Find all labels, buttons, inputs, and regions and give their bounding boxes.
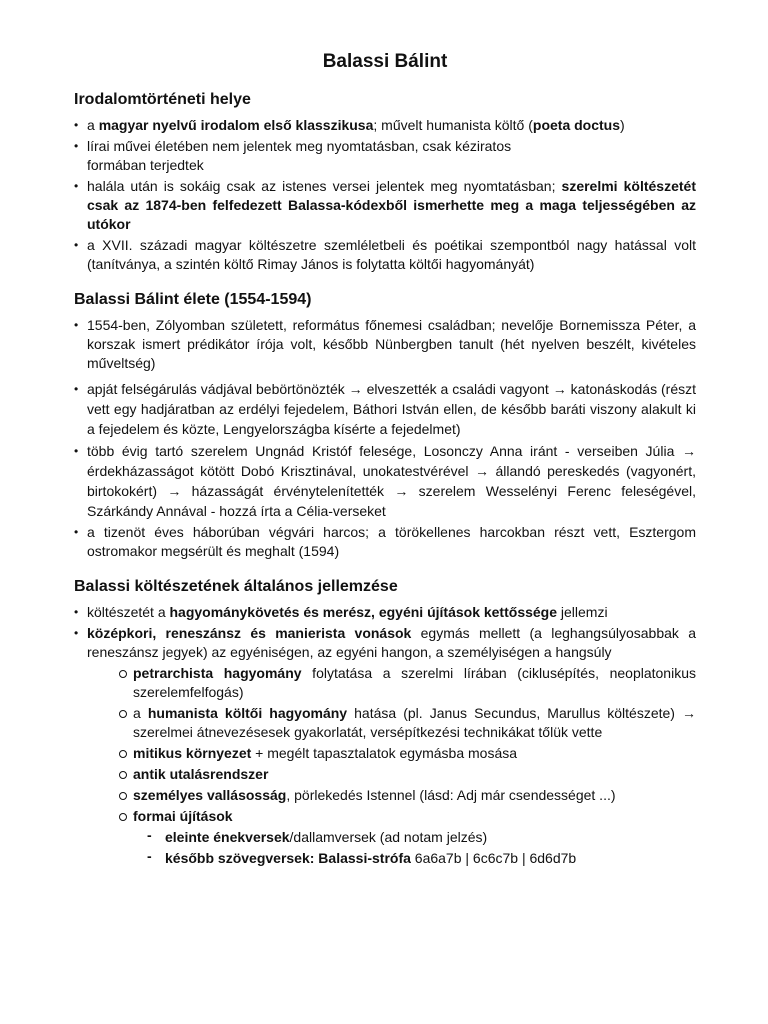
list-item: • apját felségárulás vádjával bebörtönözték → elveszették a családi vagyont → katonáskodás (részt vett egy hadjáratban az erdélyi fejedelem, Báthori István ellen, de később baráti viszony alakult ki a fejedelem és közte, Lengyelországba kísérte a fejedelmet) xyxy=(74,379,696,439)
list-item: • a magyar nyelvű irodalom első klasszikusa; művelt humanista költő (poeta doctus) xyxy=(74,116,696,135)
section-heading-irodalomtorteneti-helye: Irodalomtörténeti helye xyxy=(74,91,251,108)
page-title: Balassi Bálint xyxy=(322,51,448,72)
list-item: • 1554-ben, Zólyomban született, református főnemesi családban; nevelője Bornemissza Péter, a korszak ismert prédikátor írója volt, később Nünbergben tanult (hét nyelven beszélt, kivételes műveltség) xyxy=(74,316,696,373)
dash-list-item: - eleinte énekversek/dallamversek (ad notam jelzés) xyxy=(147,828,696,847)
sub-list-item: mitikus környezet + megélt tapasztalatok egymásba mosása xyxy=(119,744,696,763)
list-item: • a tizenöt éves háborúban végvári harcos; a törökellenes harcokban részt vett, Esztergom ostromakor megsérült és meghalt (1594) xyxy=(74,523,696,561)
section-heading-elete: Balassi Bálint élete (1554-1594) xyxy=(74,291,312,308)
section-list-1 xyxy=(74,116,696,274)
list-item: • költészetét a hagyománykövetés és merész, egyéni újítások kettőssége jellemzi xyxy=(74,603,696,622)
section-heading-koltesz-jellemzes: Balassi költészetének általános jellemzése xyxy=(74,578,398,595)
sub-list-item: a humanista költői hagyomány hatása (pl. Janus Secundus, Marullus költészete) → szerelmei átnevezésesek gyakorlatát, versépítkezési technikákat tőlük vette xyxy=(119,704,696,742)
sub-list xyxy=(119,664,696,868)
list-item: • halála után is sokáig csak az istenes versei jelentek meg nyomtatásban; szerelmi költészetét csak az 1874-ben felfedezett Balassa-kódexből ismerhette meg a maga teljességében az utókor xyxy=(74,177,696,234)
dash-list xyxy=(147,828,696,868)
list-item: • lírai művei életében nem jelentek meg nyomtatásban, csak kéziratos formában terjedtek xyxy=(74,137,696,175)
sub-list-item: formai újítások - eleinte énekversek/dallamversek (ad notam jelzés) - később szövegversek: Balassi-strófa 6a6a7b | 6c6c7b | 6d6d7b xyxy=(119,807,696,868)
section-list-3 xyxy=(74,603,696,868)
list-item: • a XVII. századi magyar költészetre szemléletbeli és poétikai szempontból nagy hatással volt (tanítványa, a szintén költő Rimay János is folytatta költői hagyományát) xyxy=(74,236,696,274)
sub-list-item: petrarchista hagyomány folytatása a szerelmi lírában (ciklusépítés, neoplatonikus szerelemfelfogás) xyxy=(119,664,696,702)
list-item: • középkori, reneszánsz és manierista vonások egymás mellett (a leghangsúlyosabbak a reneszánsz jegyek) az egyéniségen, az egyéni hangon, a személyiségen a hangsúly petrarchista hagyomány folytatása a szerelmi lírában (ciklusépítés, neoplatonikus szerelemfelfogás) a humanista költői hagyomány hatása (pl. Janus Secundus, Marullus költészete) → szerelmei átnevezésesek gyakorlatát, versépítkezési technikákat tőlük vette mitikus környezet + megélt tapasztalatok egymásba mosása antik utalásrendszer személyes vallásosság, pörlekedés Istennel (lásd: Adj már csendességet ...) formai újítások - eleinte énekversek/dallamversek (ad notam jelzés) - később szövegversek: Balassi-strófa 6a6a7b | 6c6c7b | 6d6d7b xyxy=(74,624,696,868)
sub-list-item: személyes vallásosság, pörlekedés Istennel (lásd: Adj már csendességet ...) xyxy=(119,786,696,805)
section-list-2 xyxy=(74,316,696,561)
sub-list-item: antik utalásrendszer xyxy=(119,765,696,784)
dash-list-item: - később szövegversek: Balassi-strófa 6a6a7b | 6c6c7b | 6d6d7b xyxy=(147,849,696,868)
list-item: • több évig tartó szerelem Ungnád Kristóf felesége, Losonczy Anna iránt - verseiben Júlia → érdekházasságot kötött Dobó Krisztinával, unokatestvérével → állandó pereskedés (vagyonért, birtokokért) → házasságát érvénytelenítették → szerelem Wesselényi Ferenc feleségével, Szárkándy Annával - hozzá írta a Célia-verseket xyxy=(74,441,696,521)
